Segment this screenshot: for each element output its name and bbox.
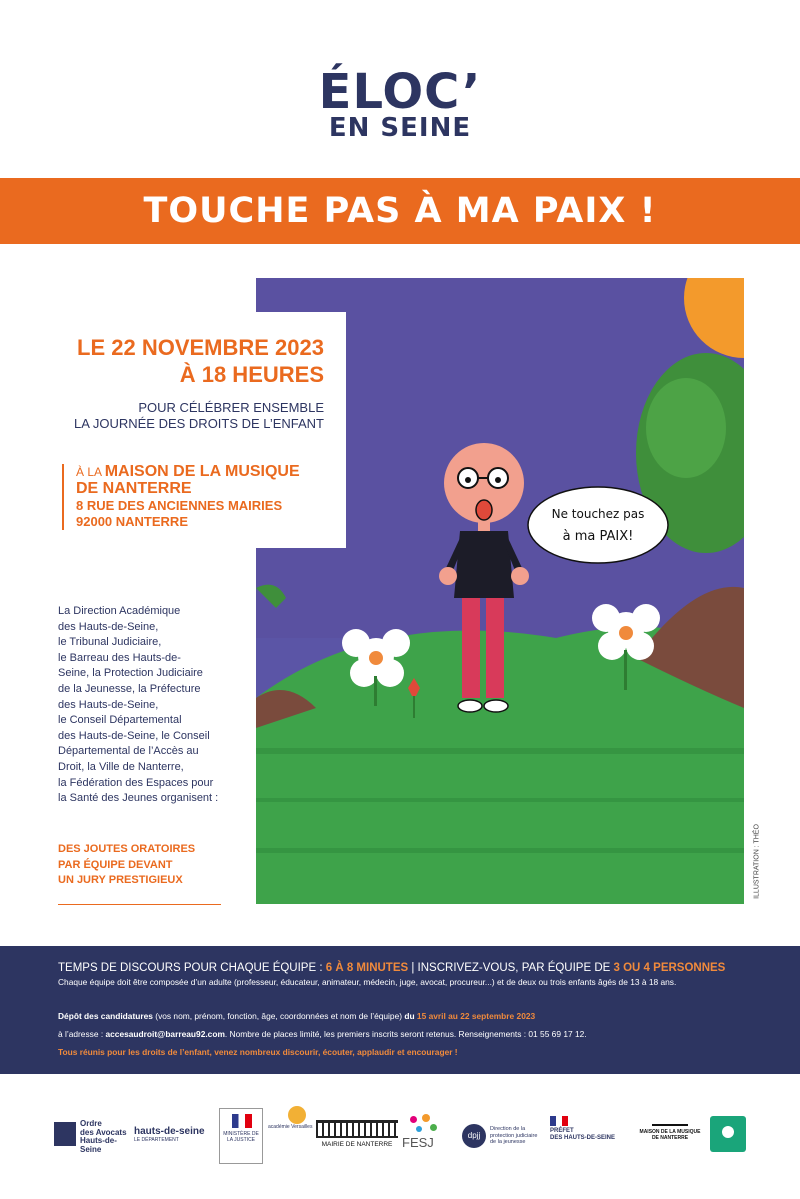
eloc-logo: [0, 64, 800, 143]
dpjj-line: Direction de la: [490, 1126, 526, 1132]
joutes-line: PAR ÉQUIPE DEVANT: [58, 858, 173, 871]
speech-bubble: [528, 487, 668, 563]
register-label: | INSCRIVEZ-VOUS, PAR ÉQUIPE DE: [408, 962, 614, 974]
prefet-text: [550, 1128, 628, 1142]
places-text: . Nombre de places limité, les premiers inscrits seront retenus. Renseignements : 01 55 69 17 12.: [224, 1029, 587, 1039]
academie-text: académie Versailles: [268, 1124, 313, 1130]
ministere-line: MINISTÈRE DE: [223, 1131, 259, 1137]
address-label: à l’adresse :: [58, 1029, 106, 1039]
call-to-action: Tous réunis pour les droits de l’enfant, venez nombreux discourir, écouter, applaudir et encourager !: [58, 1047, 458, 1057]
venue-address-2: 92000 NANTERRE: [76, 514, 188, 529]
ordre-avocats-line: Ordre: [80, 1119, 102, 1128]
prefet-flag-icon: [550, 1116, 568, 1126]
composition-text: Chaque équipe doit être composée d’un adulte (professeur, éducateur, animateur, médecin, juge, avocat, procureur...) et de deux ou trois enfants âgés de 13 à 18 ans.: [58, 977, 677, 987]
contact-email[interactable]: accesaudroit@barreau92.com: [105, 1029, 225, 1039]
joutes-line: DES JOUTES ORATOIRES: [58, 843, 196, 855]
partner-logos: [54, 1106, 754, 1166]
divider-rule: [58, 904, 221, 905]
speech-text-2: à ma PAIX!: [562, 529, 634, 544]
ordre-avocats-line: Hauts-de-Seine: [80, 1136, 117, 1154]
joutes-line: UN JURY PRESTIGIEUX: [58, 874, 183, 887]
maison-musique-line: MAISON DE LA MUSIQUE: [639, 1129, 701, 1135]
title-banner: [0, 178, 800, 244]
hauts-de-seine-label: hauts-de-seine: [134, 1126, 205, 1137]
speech-time-label: TEMPS DE DISCOURS POUR CHAQUE ÉQUIPE :: [58, 962, 326, 974]
ordre-avocats-line: des Avocats: [80, 1127, 127, 1137]
maison-musique-text: [632, 1129, 708, 1141]
logo-ministere-justice: [219, 1108, 263, 1164]
venue-prefix: À LA: [76, 465, 105, 479]
event-date: [77, 334, 324, 388]
academie-icon: [288, 1106, 306, 1124]
logo-hauts-de-seine: [134, 1126, 216, 1143]
organizers-text: [58, 604, 248, 807]
dpjj-icon: dpjj: [462, 1124, 486, 1148]
prefet-line: DES HAUTS-DE-SEINE: [550, 1135, 616, 1141]
logo-maison-musique: [632, 1116, 708, 1141]
illustration-credit: [752, 818, 762, 908]
venue-name-1: MAISON DE LA MUSIQUE: [104, 463, 300, 480]
depot-label: Dépôt des candidatures: [58, 1011, 153, 1021]
depot-dates: 15 avril au 22 septembre 2023: [416, 1011, 536, 1021]
prefet-line: PRÉFET: [550, 1128, 574, 1134]
venue-name-2: DE NANTERRE: [76, 480, 192, 497]
hauts-de-seine-sub: LE DÉPARTEMENT: [134, 1137, 179, 1143]
celebrate-line-2: LA JOURNÉE DES DROITS DE L’ENFANT: [74, 416, 324, 431]
organizers-line: le Barreau des Hauts-de-: [58, 651, 181, 664]
address-row: [58, 1028, 742, 1041]
depot-details: (vos nom, prénom, fonction, âge, coordonnées et nom de l’équipe): [152, 1011, 405, 1021]
logo-line-2: EN SEINE: [328, 113, 472, 143]
speech-text-1: Ne touchez pas: [551, 507, 645, 521]
organizers-line: Droit, la Ville de Nanterre,: [58, 760, 184, 773]
fesj-molecule-icon: [402, 1114, 444, 1136]
logo-line-1: ÉLOC’: [318, 64, 482, 120]
joutes-highlight: [58, 842, 248, 889]
mairie-building-icon: [316, 1120, 398, 1138]
organizers-line: La Direction Académique: [58, 605, 181, 617]
team-size-value: 3 OU 4 PERSONNES: [613, 962, 726, 974]
logo-fesj: [402, 1114, 444, 1150]
logo-green-badge: [710, 1116, 746, 1152]
depot-from: du: [404, 1011, 417, 1021]
venue-block: [62, 464, 332, 530]
mairie-text: MAIRIE DE NANTERRE: [321, 1141, 393, 1148]
organizers-line: la Fédération des Espaces pour: [58, 776, 214, 789]
marianne-flag-icon: [232, 1114, 252, 1128]
page-title: TOUCHE PAS À MA PAIX !: [143, 191, 657, 231]
speech-time-row: [58, 960, 742, 976]
green-badge-icon: [722, 1126, 734, 1138]
organizers-line: la Santé des Jeunes organisent :: [58, 792, 219, 805]
dpjj-line: protection judiciaire: [490, 1132, 538, 1139]
ordre-avocats-text: [80, 1120, 134, 1154]
event-date-line-2: À 18 HEURES: [179, 362, 324, 387]
celebrate-text: [74, 400, 324, 432]
logo-prefet: [550, 1116, 628, 1142]
organizers-line: des Hauts-de-Seine, le Conseil: [58, 729, 210, 742]
building-icon: [54, 1122, 76, 1146]
illustration-credit-text: ILLUSTRATION : THÉO: [753, 824, 761, 899]
organizers-line: de la Jeunesse, la Préfecture: [58, 682, 201, 695]
fesj-text: FESJ: [402, 1135, 434, 1150]
event-info-box: [0, 312, 346, 548]
logo-academie: [268, 1106, 314, 1130]
ministere-text: [220, 1131, 262, 1143]
celebrate-line-1: POUR CÉLÉBRER ENSEMBLE: [138, 400, 324, 415]
maison-musique-icon: [652, 1116, 688, 1126]
maison-musique-line: DE NANTERRE: [651, 1135, 689, 1141]
logo-mairie-nanterre: [316, 1120, 398, 1149]
speech-time-value: 6 À 8 MINUTES: [325, 962, 409, 974]
organizers-line: des Hauts-de-Seine,: [58, 698, 159, 711]
organizers-line: Seine, la Protection Judiciaire: [58, 667, 203, 680]
dpjj-line: de la jeunesse: [490, 1139, 526, 1145]
organizers-line: Départemental de l’Accès au: [58, 745, 199, 758]
ministere-line: LA JUSTICE: [226, 1137, 256, 1143]
organizers-line: le Conseil Départemental: [58, 714, 182, 727]
details-bar: [0, 946, 800, 1074]
dpjj-text: [490, 1126, 537, 1146]
organizers-line: le Tribunal Judiciaire,: [58, 636, 162, 649]
depot-row: [58, 1010, 742, 1023]
venue-address-1: 8 RUE DES ANCIENNES MAIRIES: [76, 498, 283, 513]
organizers-line: des Hauts-de-Seine,: [58, 620, 159, 633]
event-date-line-1: LE 22 NOVEMBRE 2023: [77, 335, 324, 360]
